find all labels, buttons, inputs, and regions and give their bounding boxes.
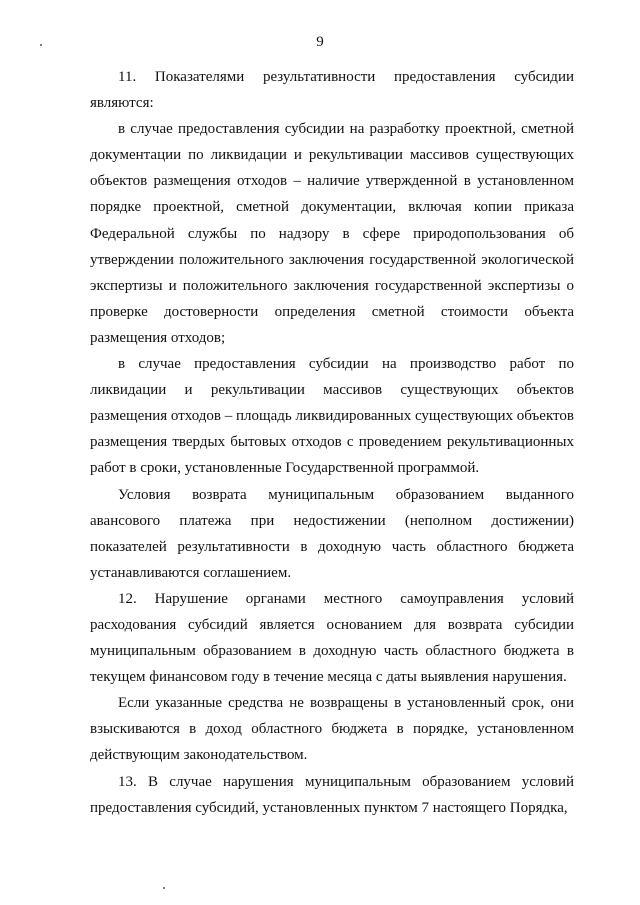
document-body <box>90 64 574 821</box>
paragraph-design-documentation: в случае предоставления субсидии на разработку проектной, сметной документации по ликвидации и рекультивации массивов существующих объектов размещения отходов – наличие утвержденной в установленном порядке проектной, сметной документации, включая копии приказа Федеральной службы по надзору в сфере природопользования об утверждении положительного заключения государственной экологической экспертизы и положительного заключения государственной экспертизы о проверке достоверности определения сметной стоимости объекта размещения отходов; <box>90 121 574 346</box>
paragraph-13-start: 13. В случае нарушения муниципальным образованием условий предоставления субсидий, установленных пунктом 7 настоящего Порядка, <box>90 773 574 816</box>
paragraph-11-heading: 11. Показателями результативности предоставления субсидии являются: <box>90 69 574 112</box>
page-number: 9 <box>316 34 324 50</box>
paragraph-12-violation: 12. Нарушение органами местного самоуправления условий расходования субсидий является основанием для возврата субсидии муниципальным образованием в доходную часть областного бюджета в текущем финансовом году в течение месяца с даты выявления нарушения. <box>90 590 574 686</box>
scan-speck <box>40 44 42 46</box>
paragraph-advance-return: Условия возврата муниципальным образованием выданного авансового платежа при недостижении (неполном достижении) показателей результативности в доходную часть областного бюджета устанавливаются соглашением. <box>90 486 574 581</box>
paragraph-recovery: Если указанные средства не возвращены в установленный срок, они взыскиваются в доход областного бюджета в порядке, установленном действующим законодательством. <box>90 695 574 764</box>
paragraph-liquidation-works: в случае предоставления субсидии на производство работ по ликвидации и рекультивации массивов существующих объектов размещения отходов – площадь ликвидированных существующих объектов размещения твердых бытовых отходов с проведением рекультивационных работ в сроки, установленные Государственной программой. <box>90 356 574 477</box>
scan-speck <box>163 887 165 889</box>
